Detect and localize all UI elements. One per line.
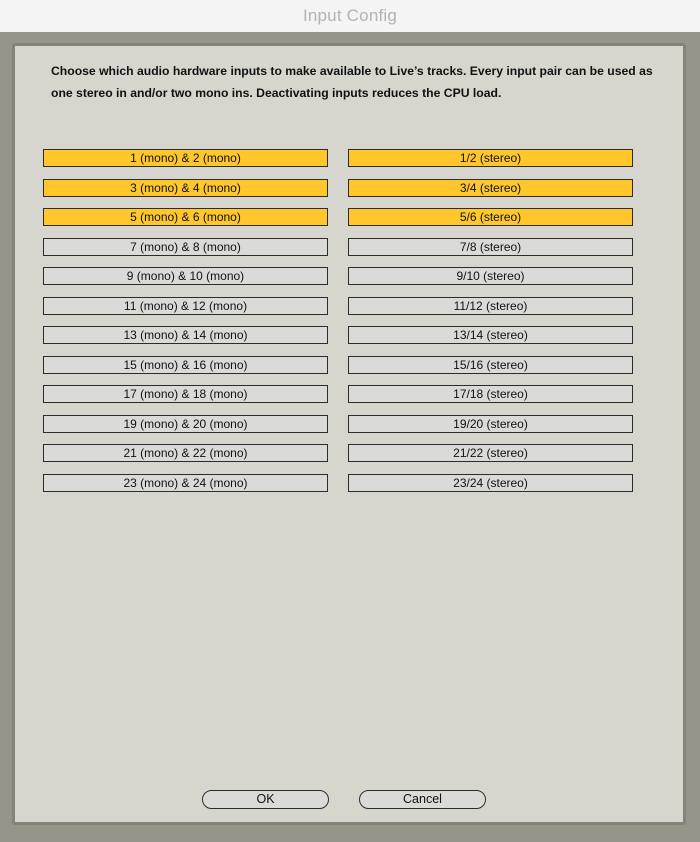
stereo-input-toggle[interactable]: 7/8 (stereo) bbox=[348, 238, 633, 256]
stereo-input-toggle[interactable]: 15/16 (stereo) bbox=[348, 356, 633, 374]
mono-input-pair-toggle[interactable]: 11 (mono) & 12 (mono) bbox=[43, 297, 328, 315]
stereo-input-toggle[interactable]: 19/20 (stereo) bbox=[348, 415, 633, 433]
stereo-input-toggle[interactable]: 5/6 (stereo) bbox=[348, 208, 633, 226]
window-title: Input Config bbox=[0, 0, 700, 32]
stereo-input-toggle[interactable]: 1/2 (stereo) bbox=[348, 149, 633, 167]
mono-input-pair-toggle[interactable]: 3 (mono) & 4 (mono) bbox=[43, 179, 328, 197]
mono-input-pair-toggle[interactable]: 5 (mono) & 6 (mono) bbox=[43, 208, 328, 226]
mono-input-pair-toggle[interactable]: 13 (mono) & 14 (mono) bbox=[43, 326, 328, 344]
mono-input-pair-toggle[interactable]: 17 (mono) & 18 (mono) bbox=[43, 385, 328, 403]
mono-input-pair-toggle[interactable]: 21 (mono) & 22 (mono) bbox=[43, 444, 328, 462]
dialog-frame bbox=[0, 32, 700, 842]
stereo-input-toggle[interactable]: 3/4 (stereo) bbox=[348, 179, 633, 197]
mono-input-pair-toggle[interactable]: 19 (mono) & 20 (mono) bbox=[43, 415, 328, 433]
stereo-input-toggle[interactable]: 11/12 (stereo) bbox=[348, 297, 633, 315]
ok-button[interactable]: OK bbox=[202, 790, 329, 809]
mono-input-pair-toggle[interactable]: 9 (mono) & 10 (mono) bbox=[43, 267, 328, 285]
mono-input-pair-toggle[interactable]: 1 (mono) & 2 (mono) bbox=[43, 149, 328, 167]
dialog-panel bbox=[12, 43, 686, 825]
stereo-input-toggle[interactable]: 9/10 (stereo) bbox=[348, 267, 633, 285]
stereo-input-toggle[interactable]: 23/24 (stereo) bbox=[348, 474, 633, 492]
stereo-input-toggle[interactable]: 21/22 (stereo) bbox=[348, 444, 633, 462]
cancel-button[interactable]: Cancel bbox=[359, 790, 486, 809]
mono-input-pair-toggle[interactable]: 7 (mono) & 8 (mono) bbox=[43, 238, 328, 256]
mono-input-pair-toggle[interactable]: 23 (mono) & 24 (mono) bbox=[43, 474, 328, 492]
description-text: Choose which audio hardware inputs to make available to Live’s tracks. Every input pair can be used as one stereo in and/or two mono ins. Deactivating inputs reduces the CPU load. bbox=[51, 64, 653, 100]
stereo-input-toggle[interactable]: 17/18 (stereo) bbox=[348, 385, 633, 403]
stereo-input-toggle[interactable]: 13/14 (stereo) bbox=[348, 326, 633, 344]
mono-input-pair-toggle[interactable]: 15 (mono) & 16 (mono) bbox=[43, 356, 328, 374]
